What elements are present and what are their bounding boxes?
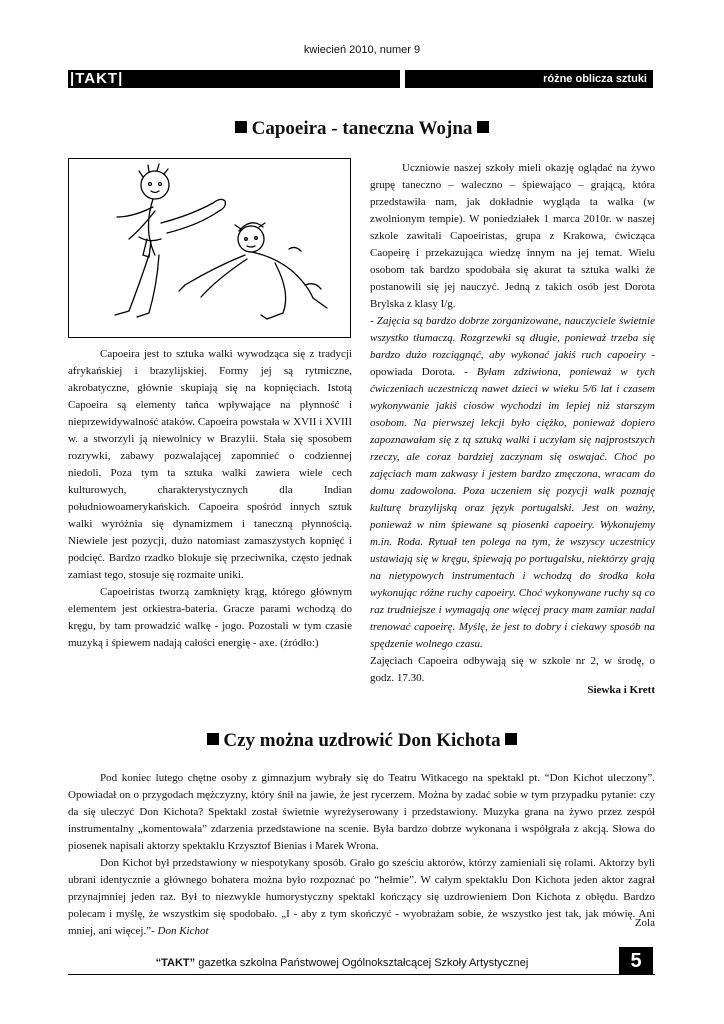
square-bullet-icon [505,733,517,745]
takt-logo: |TAKT| [70,70,124,87]
article1-right-column [370,160,655,687]
article2-body [68,770,655,940]
footer-divider [68,974,655,975]
article2-signature: Zola [634,917,655,929]
article1-intro-paragraph: Uczniowie naszej szkoły mieli okazję oglądać na żywo grupę taneczno – waleczno – śpiewająco – grającą, która przedstawiła nam, jak dokładnie wygląda ta walka (w zwolnionym tempie). W poniedziałek 1 marca 2010r. w naszej szkole zawitali Capoeiristas, grupa z Krakowa, ćwicząca Caopeirę i przekazująca wiedzę innym na jej temat. Wielu osobom tak bardzo spodobała się akurat ta sztuka walki że postanowili się jej nauczyć. Jedną z takich osób jest Dorota Brylska z klasy I/g. [370,162,655,310]
capoeira-drawing [68,158,351,338]
square-bullet-icon [477,121,489,133]
article1-title [0,118,724,140]
article1-title-text: Capoeira - taneczna Wojna [251,118,473,139]
article2-paragraph: Pod koniec lutego chętne osoby z gimnazjum wybrały się do Teatru Witkacego na spektakl pt. “Don Kichot uleczony”. Opowiadał on o przygodach mężczyzny, który śnił na jawie, że jest rycerzem. Można by zadać sobie w tym przypadku pytanie: czy da się uleczyć Don Kichota? Spektakl został świetnie wyreżyserowany i przedstawiony. Muzyka grana na żywo przez zespół instrumentalny „komentowała” zdarzenia przedstawione na scenie. Była bardzo dobrze wykonana i współgrała z akcją. Słowa do piosenek napisali aktorzy spektaklu Krzysztof Bienias i Marek Wrona. [68,772,655,852]
quote-citation: Don Kichot [157,925,209,937]
square-bullet-icon [235,121,247,133]
article1-closing: Zajęciach Capoeira odbywają się w szkole nr 2, w środę, o godz. 17.30. [370,655,655,684]
section-label: różne oblicza sztuki [405,70,653,88]
interview-paragraph [370,313,655,653]
article2-title [0,730,724,752]
article1-signature: Siewka i Krett [587,684,655,696]
page-number: 5 [619,947,653,975]
square-bullet-icon [207,733,219,745]
article2-title-text: Czy można uzdrowić Don Kichota [223,730,501,751]
interview-quote: - Zajęcia są bardzo dobrze zorganizowane, nauczyciele świetnie wszystko tłumaczą. Rozgrzewki są długie, ponieważ trzeba się bardzo dużo rozciągnąć, aby wykonać jakiś ruch capoeiry [370,315,655,361]
capoeira-fighters-sketch [69,159,350,337]
article1-left-paragraph: Capoeira jest to sztuka walki wywodząca się z tradycji afrykańskiej i brazylijskiej. Formy jej są rytmiczne, akrobatyczne, głównie skupiają się na kopnięciach. Istotą Capoeira są elementy tańca wpływające na płynność i nieprzewidywalność ataków. Capoeira powstała w XVII i XVIII w. a stworzyli ją niewolnicy w Brazylii. Stała się sposobem rozrywki, zabawy pozwalającej zapomnieć o codziennej niedoli. Poza tym ta sztuka walki zawiera wiele cech kulturowych, charakterystycznych dla Indian południowoamerykańskich. Capoeira spośród innych sztuk walki wyróżnia się dynamizmem i taneczną płynnością. Niewiele jest pozycji, dużo natomiast zamaszystych kopnięć i podcięć. Bardzo rzadko blokuje się przeciwnika, często jednak zamiast tego, stosuje się rozmaite uniki. [68,348,352,581]
interview-attribution: - opowiada Dorota. [370,349,655,378]
article2-paragraph-text: Don Kichot był przedstawiony w niespotykany sposób. Grało go sześciu aktorów, którzy zamieniali się rolami. Aktorzy byli ubrani identycznie a głównego bohatera można było rozpoznać po “hełmie”. W całym spektaklu Don Kichota jeden aktor zagrał przynajmniej jeden raz. Był to niezwykle humorystyczny spektakl kończący się uzdrowieniem Don Kichota z obłędu. Bardzo polecam i myślę, że wszystkim się spodobało. „I - aby z tym skończyć - wyobrażam sobie, że wszystko jest tak, jak mówię. Ani mniej, ani więcej.”- [68,857,655,937]
interview-quote: - Byłam zdziwiona, ponieważ w tych ćwiczeniach uczestniczą nawet dzieci w wieku 5/6 lat i czasem wykonywanie jakiś ciosów wychodzi im lepiej niż starszym osobom. Na pierwszej lekcji było ciężko, ponieważ dopiero zapoznawałam się z tą sztuką walki i uczyłam się najprostszych rzeczy, ale coraz bardziej zaczynam się oswajać. Choć po zajęciach mam zakwasy i jestem bardzo zmęczona, wracam do domu zadowolona. Poza uczeniem się pozycji walk poznaję kulturę brazylijską oraz język portugalski. Jest on ważny, ponieważ w nim śpiewane są piosenki capoeiry. Wykonujemy m.in. Roda. Rytuał ten polega na tym, że wszyscy uczestnicy ustawiają się w kręgu, śpiewają po portugalsku, niektórzy grają na nietypowych instrumentach i wchodzą do środka koła wykonując różne ruchy capoeiry. Choć wykonywane ruchy są co raz trudniejsze i wymagają one więcej pracy mam zamiar nadal trenować capoeirę. Myślę, że jest to dobry i ciekawy sposób na spędzenie wolnego czasu. [370,366,655,650]
article1-left-paragraph: Capoeiristas tworzą zamknięty krąg, którego głównym elementem jest orkiestra-bateria. Gracze parami wchodzą do kręgu, by tam prowadzić walkę - jogo. Pozostali w tym czasie muzyką i śpiewem nadają całości energię - axe. (źródło:) [68,586,352,649]
issue-date: kwiecień 2010, numer 9 [303,44,421,56]
footer-text [68,957,616,969]
article1-left-column [68,346,352,652]
footer-brand: “TAKT” [155,957,196,969]
footer-description: gazetka szkolna Państwowej Ogólnokształcącej Szkoły Artystycznej [195,957,529,969]
